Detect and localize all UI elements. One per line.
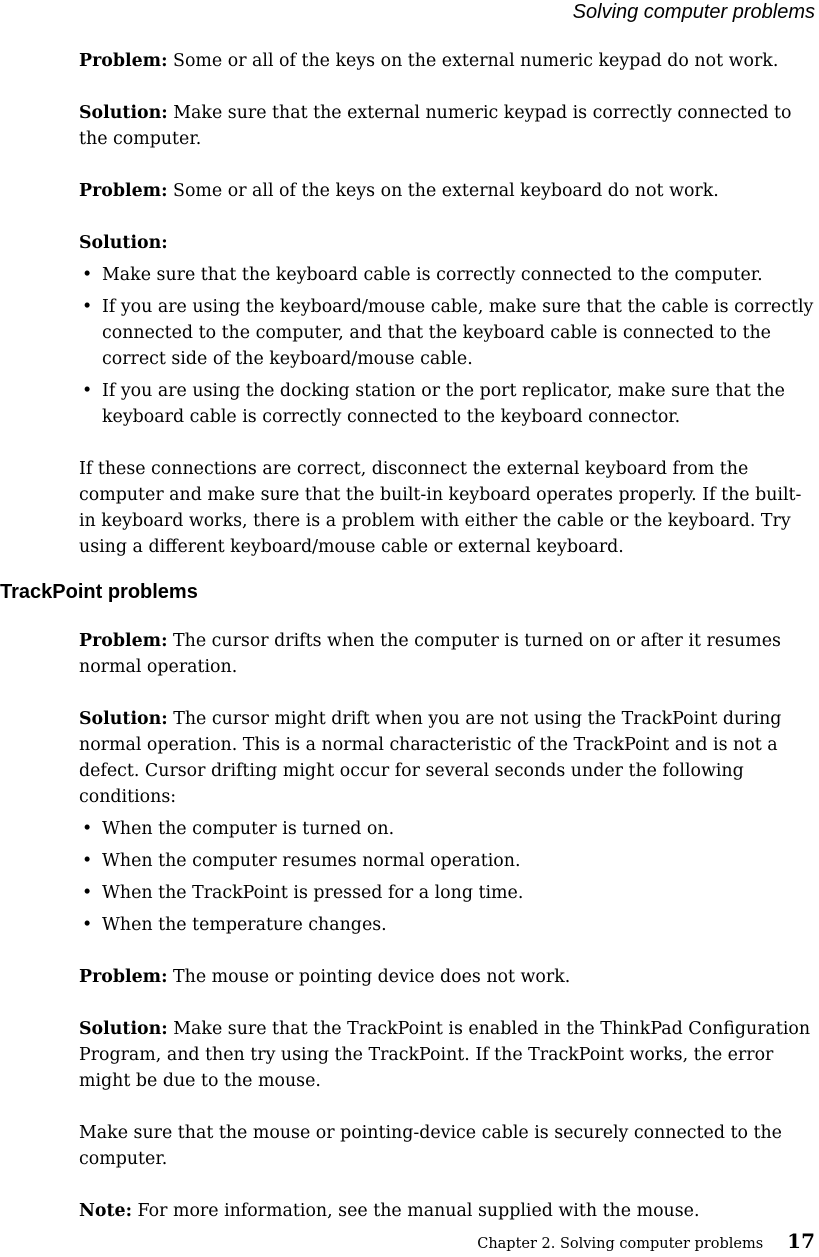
problem-cursor-drift [79, 628, 815, 680]
page-content [0, 48, 815, 1250]
problem-text: Some or all of the keys on the external keyboard do not work. [167, 181, 719, 201]
list-item: • When the TrackPoint is pressed for a long time. [79, 880, 815, 906]
problem-text: The mouse or pointing device does not work. [167, 967, 571, 987]
note-label: Note: [79, 1201, 133, 1221]
keyboard-solution-list [79, 262, 815, 430]
keyboard-followup: If these connections are correct, disconnect the external keyboard from the computer and make sure that the built-in keyboard operates properly. If the built-in keyboard works, there is a problem with either the cable or the keyboard. Try using a different keyboard/mouse cable or external keyboard. [79, 459, 802, 557]
list-item: • If you are using the docking station or the port replicator, make sure that the keyboard cable is correctly connected to the keyboard connector. [79, 378, 815, 430]
solution-cursor-drift [79, 706, 815, 810]
solution-label: Solution: [79, 1019, 168, 1039]
list-item: • If you are using the keyboard/mouse cable, make sure that the cable is correctly connected to the computer, and that the keyboard cable is connected to the correct side of the keyboard/mouse cable. [79, 294, 815, 372]
solution-label: Solution: [79, 233, 168, 253]
problem-keypad [79, 48, 815, 74]
page-footer [477, 1229, 815, 1253]
problem-mouse [79, 964, 815, 990]
solution-keypad [79, 100, 815, 152]
mouse-followup: Make sure that the mouse or pointing-device cable is securely connected to the computer. [79, 1123, 782, 1169]
solution-text: Make sure that the external numeric keypad is correctly connected to the computer. [79, 103, 792, 149]
solution-text: Make sure that the TrackPoint is enabled in the ThinkPad Configuration Program, and then try using the TrackPoint. If the TrackPoint works, the error might be due to the mouse. [79, 1019, 811, 1091]
problem-keyboard [79, 178, 815, 204]
solution-label: Solution: [79, 709, 168, 729]
running-header: Solving computer problems [572, 1, 815, 23]
section-title-trackpoint: TrackPoint problems [0, 581, 198, 603]
note-text: For more information, see the manual supplied with the mouse. [132, 1201, 700, 1221]
problem-label: Problem: [79, 967, 168, 987]
chapter-label: Chapter 2. Solving computer problems [477, 1236, 764, 1252]
note [79, 1198, 815, 1224]
list-item: • When the computer resumes normal operation. [79, 848, 815, 874]
list-item: • Make sure that the keyboard cable is correctly connected to the computer. [79, 262, 815, 288]
problem-text: Some or all of the keys on the external numeric keypad do not work. [167, 51, 779, 71]
solution-mouse [79, 1016, 815, 1094]
problem-text: The cursor drifts when the computer is turned on or after it resumes normal operation. [79, 631, 781, 677]
list-item: • When the temperature changes. [79, 912, 815, 938]
drift-conditions-list [79, 816, 815, 938]
solution-text: The cursor might drift when you are not using the TrackPoint during normal operation. This is a normal characteristic of the TrackPoint and is not a defect. Cursor drifting might occur for several seconds under the following conditions: [79, 709, 782, 807]
problem-label: Problem: [79, 181, 168, 201]
solution-keyboard-heading [79, 230, 815, 256]
problem-label: Problem: [79, 631, 168, 651]
page-number: 17 [787, 1229, 815, 1253]
list-item: • When the computer is turned on. [79, 816, 815, 842]
problem-label: Problem: [79, 51, 168, 71]
solution-label: Solution: [79, 103, 168, 123]
